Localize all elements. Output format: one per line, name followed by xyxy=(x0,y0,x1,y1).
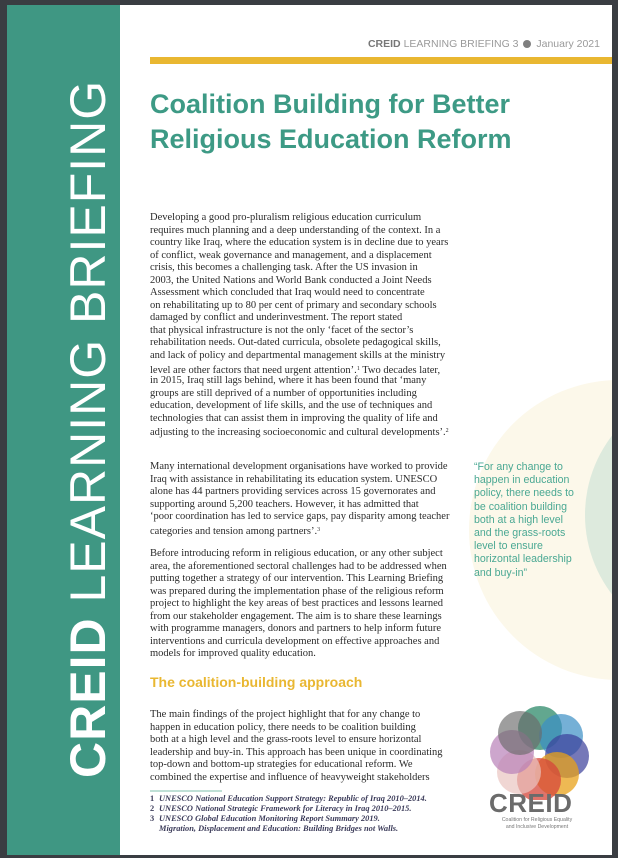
text-line: putting together a strategy of our intervention. This Learning Briefing xyxy=(150,573,444,585)
text-line xyxy=(150,524,320,537)
logo-subtitle-line: Coalition for Religious Equality xyxy=(501,817,573,823)
quote-line: be coalition building xyxy=(474,500,568,513)
logo-subtitle xyxy=(483,817,591,830)
page-title xyxy=(150,87,512,157)
footnote-ref[interactable]: 1 xyxy=(356,365,360,372)
paragraph-findings xyxy=(150,709,468,784)
footnote xyxy=(150,804,411,814)
logo-wordmark: CREID xyxy=(489,788,573,818)
footnote-number: 2 xyxy=(150,804,155,813)
text-line: area, the aforementioned sectoral challenges had to be addressed when xyxy=(150,560,447,572)
quote-line: and the grass-roots xyxy=(474,527,566,540)
creid-flower-logo-icon xyxy=(485,700,595,800)
footnote-divider xyxy=(150,790,222,792)
sidebar-label: LEARNING BRIEFING xyxy=(60,79,116,603)
footnote-text: UNESCO Global Education Monitoring Report Summary 2019. xyxy=(159,814,380,823)
text-line xyxy=(150,363,440,376)
text-line: was prepared during the implementation phase of the religious reform xyxy=(150,585,444,597)
footnote-text: UNESCO National Education Support Strategy: Republic of Iraq 2010–2014. xyxy=(159,794,427,803)
briefing-header xyxy=(368,38,600,50)
text-line: technologies that can assist them in improving the quality of life and xyxy=(150,412,438,424)
pull-quote xyxy=(474,461,574,580)
footnote-ref[interactable]: 3 xyxy=(317,526,321,533)
quote-line: “For any change to xyxy=(474,461,563,473)
text-line: both at a high level and the grass-roots level to ensure horizontal xyxy=(150,734,422,746)
text-line xyxy=(150,425,449,438)
footnote xyxy=(150,794,427,804)
footnote-ref[interactable]: 2 xyxy=(445,428,449,435)
text-line: from our stakeholder engagement. The aim is to share these learnings xyxy=(150,610,442,622)
text-line: rehabilitation needs. Out-dated curricula, obsolete pedagogical skills, xyxy=(150,337,441,349)
text-line: combined the expertise and influence of heavyweight stakeholders xyxy=(150,771,430,783)
text-line: requires much planning and a deep understanding of the context. In a xyxy=(150,224,441,236)
quote-line: policy, there needs to xyxy=(474,487,574,500)
quote-line: horizontal leadership xyxy=(474,553,572,566)
text-line: 2003, the United Nations and World Bank conducted a Joint Needs xyxy=(150,274,432,286)
footnote-text: UNESCO National Strategic Framework for Literacy in Iraq 2010–2015. xyxy=(159,804,412,813)
footnote xyxy=(150,814,380,824)
text-line: Developing a good pro-pluralism religious education curriculum xyxy=(150,212,422,223)
quote-line: both at a high level xyxy=(474,513,563,526)
footnote-number: 3 xyxy=(150,814,155,823)
bullet-dot-icon xyxy=(523,40,531,48)
header-series: LEARNING BRIEFING 3 xyxy=(403,38,519,50)
paragraph-organisations xyxy=(150,461,468,536)
text-line: The main findings of the project highlight that for any change to xyxy=(150,709,421,720)
text-line: crisis, this becomes a challenging task. After the US invasion in xyxy=(150,262,418,274)
title-line: Religious Education Reform xyxy=(150,124,512,154)
quote-line: and buy-in” xyxy=(474,566,527,579)
text-line: in 2015, Iraq still lags behind, where it has been found that ‘many xyxy=(150,375,427,387)
header-accent-bar xyxy=(150,57,612,64)
title-line: Coalition Building for Better xyxy=(150,89,510,119)
text-line: of conflict, weak governance and management, and a displacement xyxy=(150,249,432,261)
text-line: Assessment which concluded that Iraq would need to concentrate xyxy=(150,287,425,299)
text-line: happen in education policy, there needs to be coalition building xyxy=(150,721,416,733)
footnote-number: 1 xyxy=(150,794,155,803)
sidebar-brand: CREID xyxy=(60,617,116,778)
paragraph-intro xyxy=(150,212,468,438)
text-line: Many international development organisations have worked to provide xyxy=(150,461,448,472)
footnotes xyxy=(150,794,462,834)
text-line: groups are still deprived of a number of opportunities including xyxy=(150,387,417,399)
text-segment: level are other factors that need urgent attention’. xyxy=(150,364,357,376)
header-date: January 2021 xyxy=(536,38,600,50)
text-line: with programme managers, donors and partners to help inform future xyxy=(150,623,442,635)
text-line: country like Iraq, where the education system is in decline due to years xyxy=(150,237,449,249)
text-line: interventions and curricula development on effective approaches and xyxy=(150,635,440,647)
text-segment: Two decades later, xyxy=(359,364,441,376)
paragraph-reform xyxy=(150,548,468,661)
sidebar-vertical-title xyxy=(60,79,116,778)
text-line: alone has 44 partners providing services across 15 governorates and xyxy=(150,486,436,498)
text-line: damaged by conflict and underinvestment. The report stated xyxy=(150,312,403,324)
text-line: models for improved quality education. xyxy=(150,648,316,660)
text-segment: adjusting to the increasing socioeconomic and cultural developments’. xyxy=(150,427,446,439)
text-line: on rehabilitating up to 80 per cent of primary and secondary schools xyxy=(150,299,437,311)
quote-line: happen in education xyxy=(474,474,570,487)
text-segment: categories and tension among partners’. xyxy=(150,525,318,537)
text-line: ‘poor coordination has led to service gaps, pay disparity among teacher xyxy=(150,511,450,523)
document-page xyxy=(7,5,612,855)
text-line: top-down and bottom-up strategies for educational reform. We xyxy=(150,759,413,771)
text-line: Before introducing reform in religious education, or any other subject xyxy=(150,548,443,559)
header-brand: CREID xyxy=(367,38,401,50)
text-line: supporting around 5,200 teachers. However, it has admitted that xyxy=(150,498,419,510)
text-line: education, development of life skills, and the use of techniques and xyxy=(150,400,433,412)
text-line: and lack of policy and departmental management skills at the ministry xyxy=(150,350,446,362)
text-line: Iraq with assistance in rehabilitating its education system. UNESCO xyxy=(150,473,438,485)
footnote-text: Migration, Displacement and Education: Building Bridges not Walls. xyxy=(159,824,399,833)
footnote xyxy=(150,824,398,834)
quote-line: level to ensure xyxy=(474,540,543,553)
logo-subtitle-line: and Inclusive Development xyxy=(505,823,569,830)
section-heading: The coalition-building approach xyxy=(150,674,363,690)
text-line: project to highlight the key areas of best practices and lessons learned xyxy=(150,598,444,610)
text-line: that physical infrastructure is not the only ‘facet of the sector’s xyxy=(150,324,414,336)
text-line: leadership and buy-in. This approach has been unique in coordinating xyxy=(150,746,443,758)
